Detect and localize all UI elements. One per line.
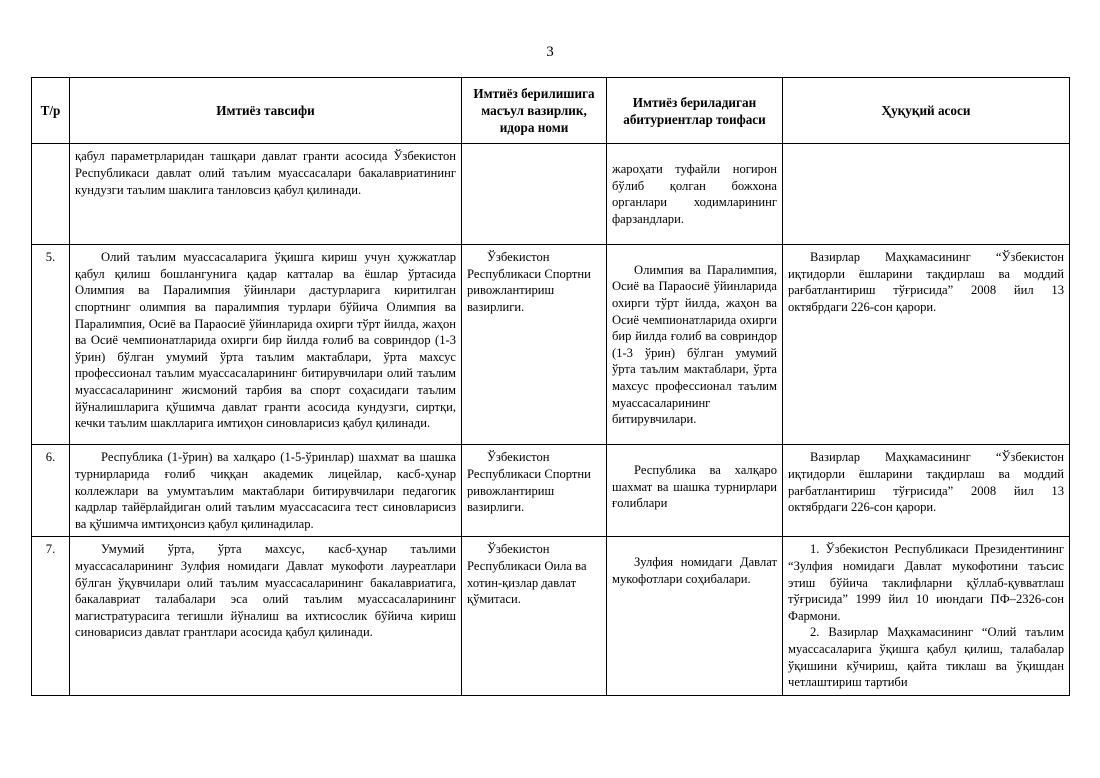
table-header (32, 78, 1070, 144)
table-row (32, 537, 1070, 695)
row-ministry-text: Ўзбекистон Республикаси Спортни ривожлантириш вазирлиги. (467, 250, 591, 314)
table-body (32, 144, 1070, 695)
column-header-ministry: Имтиёз берилишига масъул вазирлик, идора номи (462, 78, 607, 144)
row-legal-text: Вазирлар Маҳкамасининг “Ўзбекистон иқтидорли ёшларини тақдирлаш ва моддий рағбатлантириш тўғрисида” 2008 йил 13 октябрдаги 226-сон қарори. (788, 450, 1064, 515)
row-category (607, 144, 783, 245)
row-description (70, 144, 462, 245)
row-legal-part-1: 1. Ўзбекистон Республикаси Президентининг “Зулфия номидаги Давлат мукофотини таъсис этиш бўйича таклифларни қўллаб-қувватлаш тўғрисида” 1999 йил 10 июндаги ПФ–2326-сон Фармони. (788, 542, 1064, 623)
table-row (32, 144, 1070, 245)
column-header-description: Имтиёз тавсифи (70, 78, 462, 144)
row-legal (783, 445, 1070, 537)
column-header-number: Т/р (32, 78, 70, 144)
row-ministry (462, 537, 607, 695)
row-description-text: қабул параметрларидан ташқари давлат гранти асосида Ўзбекистон Республикаси давлат олий таълим муассасалари бакалавриатининг кундузги таълим шаклига танловсиз қабул қилинади. (75, 149, 456, 197)
row-number: 5. (32, 245, 70, 445)
row-number (32, 144, 70, 245)
row-ministry-text: Ўзбекистон Республикаси Оила ва хотин-қизлар давлат қўмитаси. (467, 542, 587, 607)
row-description (70, 537, 462, 695)
table-row (32, 445, 1070, 537)
row-description-text: Республика (1-ўрин) ва халқаро (1-5-ўринлар) шахмат ва шашка турнирларида ғолиб чиққан академик лицейлар, касб-ҳунар коллежлари ва умумтаълим мактаблари битирувчилари педагогик кадрлар тайёрлайдиган олий таълим муассасасига тест синовларисиз ва қўшимча имтиҳонсиз қабул қилинадилар. (75, 450, 456, 531)
table-row (32, 245, 1070, 445)
row-description-text: Олий таълим муассасаларига ўқишга кириш учун ҳужжатлар қабул қилиш бошлангунига қадар катталар ва ёшлар ўртасида Олимпия ва Паралимпия ўйинлари дастурларига киритилган спортнинг олимпия ва паралимпия турлари бўйича Олимпия ва Паралимпия, Осиё ва Параосиё ўйинларида охирги тўрт йилда, жаҳон ва Осиё чемпионатларида охирги бир йилда ғолиб ва совриндор (1-3 ўрин) бўлган умумий ўрта таълим мактаблари, ўрта махсус профессионал таълим муассасаларининг битирувчилари олий таълим муассасаларининг жисмоний тарбия ва спорт соҳасидаги таълим йўналишларига қўшимча давлат гранти асосида кундузги, сиртқи, кечки таълим шаклларига имтиҳон синовларисиз қабул қилинади. (75, 250, 456, 431)
row-ministry (462, 445, 607, 537)
row-number: 6. (32, 445, 70, 537)
row-category-text: жароҳати туфайли ногирон бўлиб қолган божхона органлари ходимларининг фарзандлари. (612, 162, 777, 226)
row-description (70, 245, 462, 445)
row-description (70, 445, 462, 537)
benefits-table (31, 77, 1070, 696)
row-legal-text: Вазирлар Маҳкамасининг “Ўзбекистон иқтидорли ёшларини тақдирлаш ва моддий рағбатлантириш тўғрисида” 2008 йил 13 октябрдаги 226-сон қарори. (788, 250, 1064, 314)
row-category-text: Зулфия номидаги Давлат мукофотлари соҳибалари. (612, 555, 777, 586)
row-category (607, 537, 783, 695)
column-header-legal: Ҳуқуқий асоси (783, 78, 1070, 144)
row-description-text: Умумий ўрта, ўрта махсус, касб-ҳунар таълими муассасаларининг Зулфия номидаги Давлат мукофоти лауреатлари бўлган ўқувчилари олий таълим муассасаларининг бакалавриатига, бакалавриат талабалари эса олий таълим муассасаларининг магистратурасига тегишли йўналиш ва ихтисослик бўйича кириш синоварисиз давлат грантлари асосида қабул қилинади. (75, 542, 456, 640)
row-category (607, 445, 783, 537)
row-category-text: Республика ва халқаро шахмат ва шашка турнирлари ғолиблари (612, 462, 777, 511)
row-number: 7. (32, 537, 70, 695)
row-ministry-text: Ўзбекистон Республикаси Спортни ривожлантириш вазирлиги. (467, 450, 591, 515)
column-header-category: Имтиёз бериладиган абитуриентлар тоифаси (607, 78, 783, 144)
row-ministry (462, 144, 607, 245)
row-category-text: Олимпия ва Паралимпия, Осиё ва Параосиё ўйинларида охирги тўрт йилда, жаҳон ва Осиё чемпионатларида охирги бир йилда ғолиб ва совриндор (1-3 ўрин) бўлган умумий ўрта таълим мактаблари, ўрта махсус профессионал таълим муассасаларининг битирувчилари. (612, 262, 777, 427)
row-legal-part-2: 2. Вазирлар Маҳкамасининг “Олий таълим муассасаларига ўқишга қабул қилиш, талабалар ўқишини кўчириш, қайта тиклаш ва ўқишдан четлаштириш тартиби (788, 625, 1064, 690)
row-category (607, 245, 783, 445)
row-legal (783, 144, 1070, 245)
row-ministry (462, 245, 607, 445)
row-legal (783, 245, 1070, 445)
row-legal (783, 537, 1070, 695)
table-header-row (32, 78, 1070, 144)
page-number: 3 (546, 44, 554, 60)
